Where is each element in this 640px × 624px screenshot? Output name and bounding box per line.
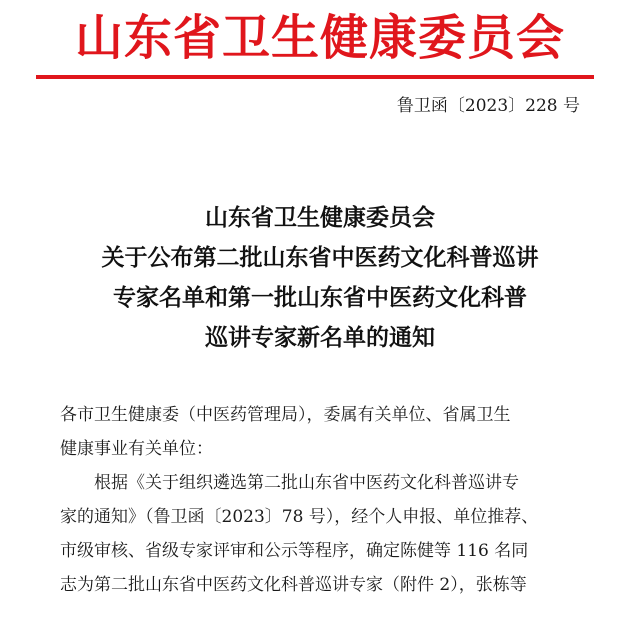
body-paragraph xyxy=(60,466,600,602)
letterhead: 山东省卫生健康委员会 xyxy=(74,10,565,66)
title-line: 山东省卫生健康委员会 xyxy=(205,205,435,231)
salutation xyxy=(60,398,600,466)
paragraph-line: 家的通知》（鲁卫函〔2023〕78 号），经个人申报、单位推荐、 xyxy=(60,507,539,527)
document-number: 鲁卫函〔2023〕228 号 xyxy=(396,96,580,116)
title-line: 专家名单和第一批山东省中医药文化科普 xyxy=(113,285,527,311)
salutation-line: 健康事业有关单位： xyxy=(60,439,213,459)
title-line: 关于公布第二批山东省中医药文化科普巡讲 xyxy=(101,245,539,271)
letterhead-red-rule xyxy=(36,75,594,79)
paragraph-line: 根据《关于组织遴选第二批山东省中医药文化科普巡讲专 xyxy=(94,473,519,493)
paragraph-line: 市级审核、省级专家评审和公示等程序，确定陈健等 116 名同 xyxy=(60,541,529,561)
salutation-line: 各市卫生健康委（中医药管理局），委属有关单位、省属卫生 xyxy=(60,405,511,425)
title-line: 巡讲专家新名单的通知 xyxy=(205,325,435,351)
document-body xyxy=(60,398,600,602)
paragraph-line: 志为第二批山东省中医药文化科普巡讲专家（附件 2），张栋等 xyxy=(60,575,527,595)
document-title xyxy=(0,198,640,358)
